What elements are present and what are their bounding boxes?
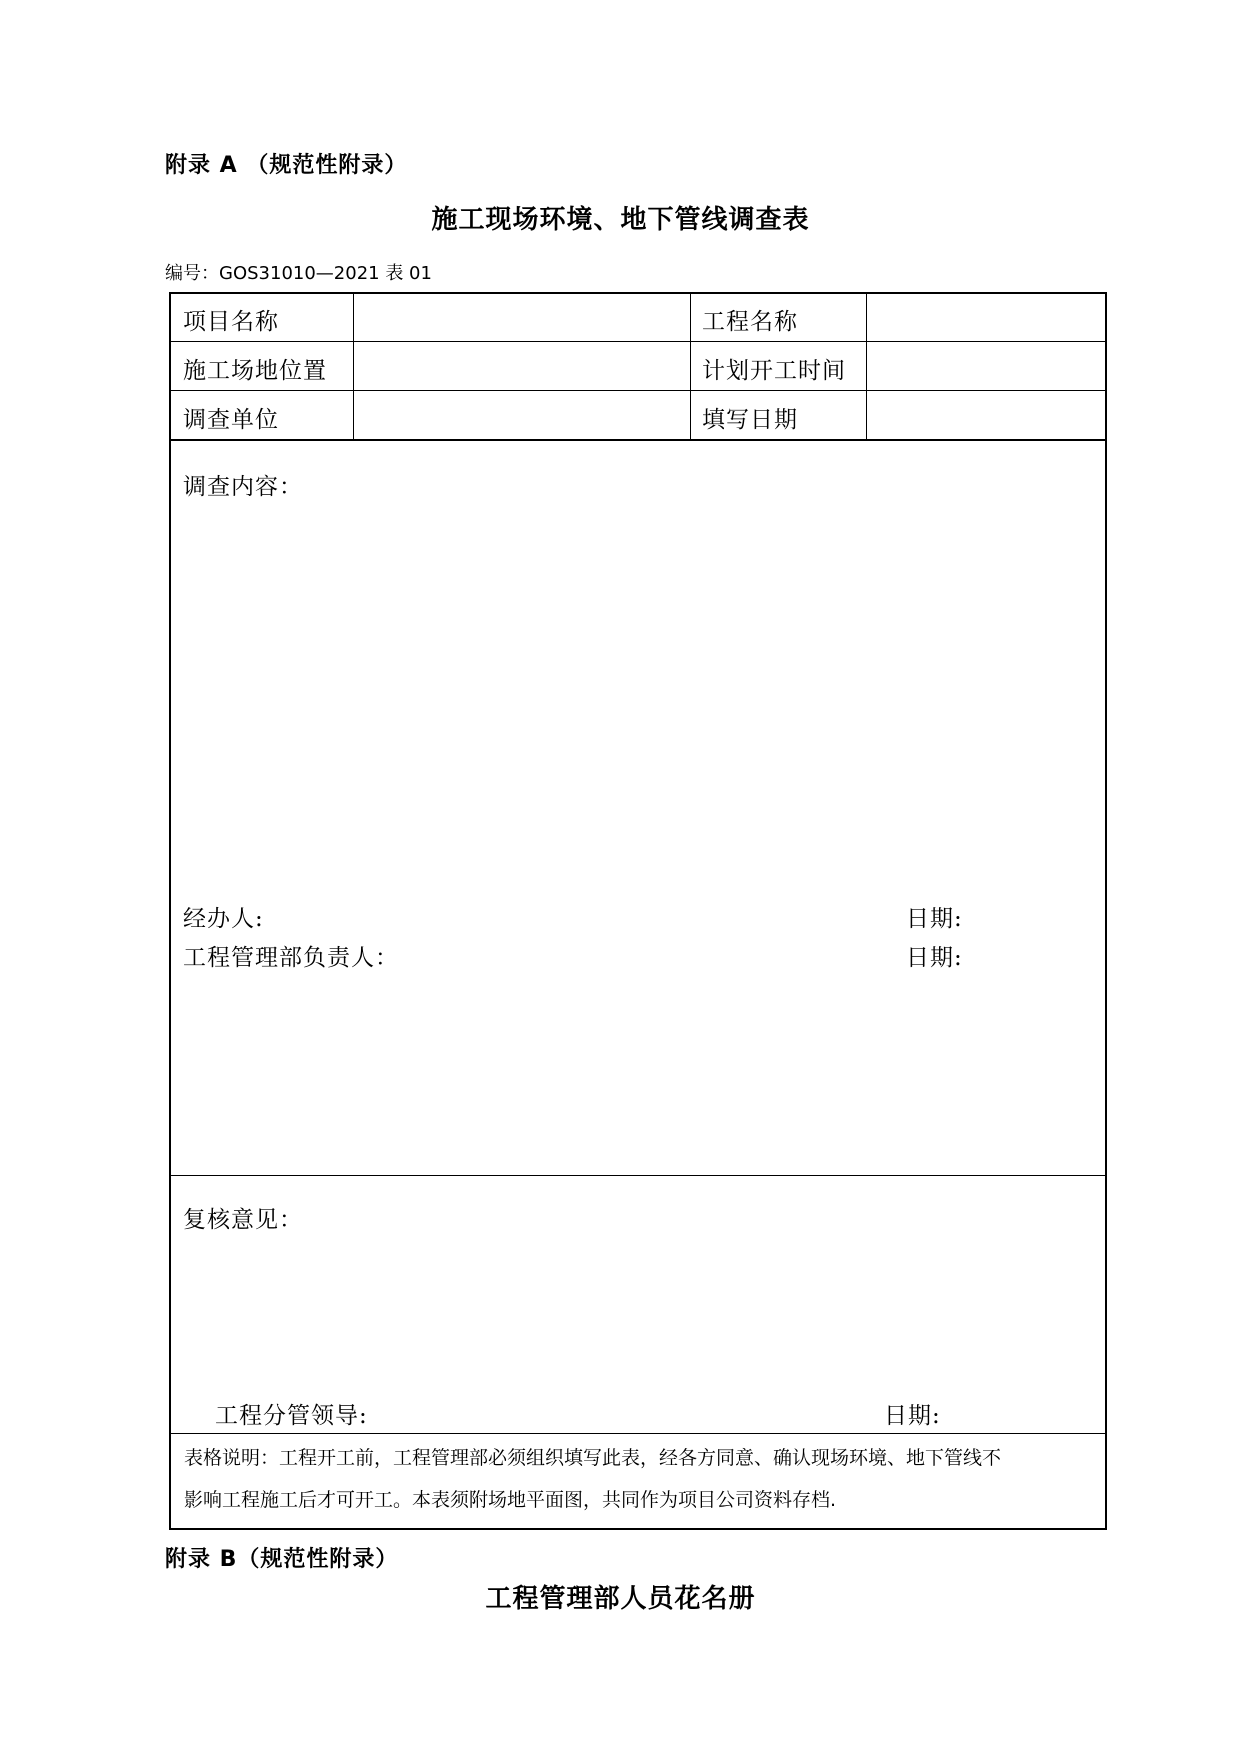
survey-form: [169, 292, 1107, 1530]
planned-start-field[interactable]: [879, 352, 1099, 382]
site-location-field[interactable]: [366, 352, 676, 382]
leader-date-label: 日期:: [884, 1403, 941, 1429]
row-divider: [171, 390, 1105, 391]
roster-title: 工程管理部人员花名册: [485, 1584, 756, 1614]
header-bottom-divider: [171, 439, 1105, 441]
engineering-name-field[interactable]: [879, 303, 1099, 333]
review-opinion-label: 复核意见：: [183, 1207, 303, 1233]
review-bottom-divider: [171, 1433, 1105, 1434]
form-note-line-2: 影响工程施工后才可开工。本表须附场地平面图，共同作为项目公司资料存档.: [184, 1489, 837, 1511]
form-code: 编号：GOS31010—2021 表 01: [165, 263, 432, 284]
survey-unit-field[interactable]: [366, 401, 676, 431]
form-note-line-1: 表格说明：工程开工前，工程管理部必须组织填写此表，经各方同意、确认现场环境、地下管线不: [184, 1447, 1002, 1469]
handler-label: 经办人:: [183, 906, 264, 932]
survey-bottom-divider: [171, 1175, 1105, 1176]
project-name-field[interactable]: [366, 303, 676, 333]
form-note: [184, 1437, 1095, 1521]
column-divider: [353, 294, 354, 440]
column-divider: [690, 294, 691, 440]
leader-label: 工程分管领导:: [215, 1403, 368, 1429]
appendix-a-heading: 附录 A （规范性附录）: [165, 153, 408, 178]
survey-content-label: 调查内容：: [183, 474, 303, 500]
column-divider: [866, 294, 867, 440]
manager-label: 工程管理部负责人：: [183, 945, 399, 971]
survey-unit-label: 调查单位: [183, 407, 279, 433]
fill-date-field[interactable]: [879, 401, 1099, 431]
appendix-b-heading: 附录 B（规范性附录）: [165, 1547, 399, 1572]
fill-date-label: 填写日期: [702, 407, 798, 433]
project-name-label: 项目名称: [183, 309, 279, 335]
handler-date-label: 日期:: [906, 906, 963, 932]
manager-date-label: 日期:: [906, 945, 963, 971]
form-title: 施工现场环境、地下管线调查表: [431, 205, 810, 235]
engineering-name-label: 工程名称: [702, 309, 798, 335]
site-location-label: 施工场地位置: [183, 358, 327, 384]
row-divider: [171, 341, 1105, 342]
planned-start-label: 计划开工时间: [702, 358, 846, 384]
